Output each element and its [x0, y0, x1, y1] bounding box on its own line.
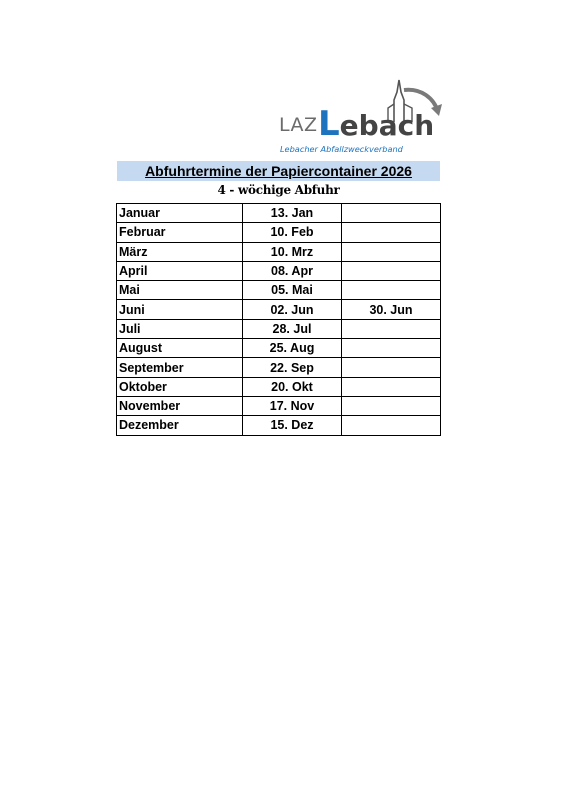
- laz-lebach-logo: [276, 70, 444, 156]
- table-row: [117, 319, 441, 338]
- month-cell: November: [117, 396, 243, 415]
- second-pickup-date-cell: [342, 204, 441, 223]
- second-pickup-date-cell: [342, 281, 441, 300]
- month-cell: Februar: [117, 223, 243, 242]
- second-pickup-date-cell: [342, 339, 441, 358]
- month-cell: Juli: [117, 319, 243, 338]
- logo-name-initial: L: [318, 104, 340, 144]
- second-pickup-date-cell: [342, 358, 441, 377]
- pickup-date-cell: 02. Jun: [243, 300, 342, 319]
- schedule-table-body: [117, 204, 441, 436]
- pickup-date-cell: 13. Jan: [243, 204, 342, 223]
- pickup-date-cell: 08. Apr: [243, 261, 342, 280]
- logo-name: [318, 104, 434, 144]
- second-pickup-date-cell: [342, 223, 441, 242]
- pickup-date-cell: 15. Dez: [243, 416, 342, 435]
- schedule-subtitle: 4 - wöchige Abfuhr: [217, 183, 340, 197]
- pickup-date-cell: 05. Mai: [243, 281, 342, 300]
- table-row: [117, 261, 441, 280]
- second-pickup-date-cell: 30. Jun: [342, 300, 441, 319]
- table-row: [117, 339, 441, 358]
- second-pickup-date-cell: [342, 377, 441, 396]
- schedule-title-bar: [117, 161, 440, 181]
- month-cell: August: [117, 339, 243, 358]
- month-cell: Januar: [117, 204, 243, 223]
- logo-prefix: LAZ: [279, 114, 318, 136]
- second-pickup-date-cell: [342, 261, 441, 280]
- pickup-date-cell: 28. Jul: [243, 319, 342, 338]
- second-pickup-date-cell: [342, 416, 441, 435]
- table-row: [117, 416, 441, 435]
- pickup-date-cell: 17. Nov: [243, 396, 342, 415]
- month-cell: März: [117, 242, 243, 261]
- table-row: [117, 204, 441, 223]
- month-cell: Mai: [117, 281, 243, 300]
- month-cell: September: [117, 358, 243, 377]
- table-row: [117, 377, 441, 396]
- pickup-date-cell: 22. Sep: [243, 358, 342, 377]
- table-row: [117, 281, 441, 300]
- table-row: [117, 396, 441, 415]
- month-cell: Oktober: [117, 377, 243, 396]
- schedule-table: [116, 203, 441, 436]
- second-pickup-date-cell: [342, 396, 441, 415]
- table-row: [117, 242, 441, 261]
- month-cell: April: [117, 261, 243, 280]
- pickup-date-cell: 10. Mrz: [243, 242, 342, 261]
- pickup-date-cell: 20. Okt: [243, 377, 342, 396]
- month-cell: Dezember: [117, 416, 243, 435]
- month-cell: Juni: [117, 300, 243, 319]
- logo-name-rest: ebach: [339, 109, 435, 142]
- table-row: [117, 300, 441, 319]
- pickup-date-cell: 25. Aug: [243, 339, 342, 358]
- table-row: [117, 223, 441, 242]
- schedule-title: Abfuhrtermine der Papiercontainer 2026: [145, 163, 412, 179]
- second-pickup-date-cell: [342, 242, 441, 261]
- second-pickup-date-cell: [342, 319, 441, 338]
- table-row: [117, 358, 441, 377]
- pickup-date-cell: 10. Feb: [243, 223, 342, 242]
- logo-subtitle: Lebacher Abfallzweckverband: [280, 144, 403, 154]
